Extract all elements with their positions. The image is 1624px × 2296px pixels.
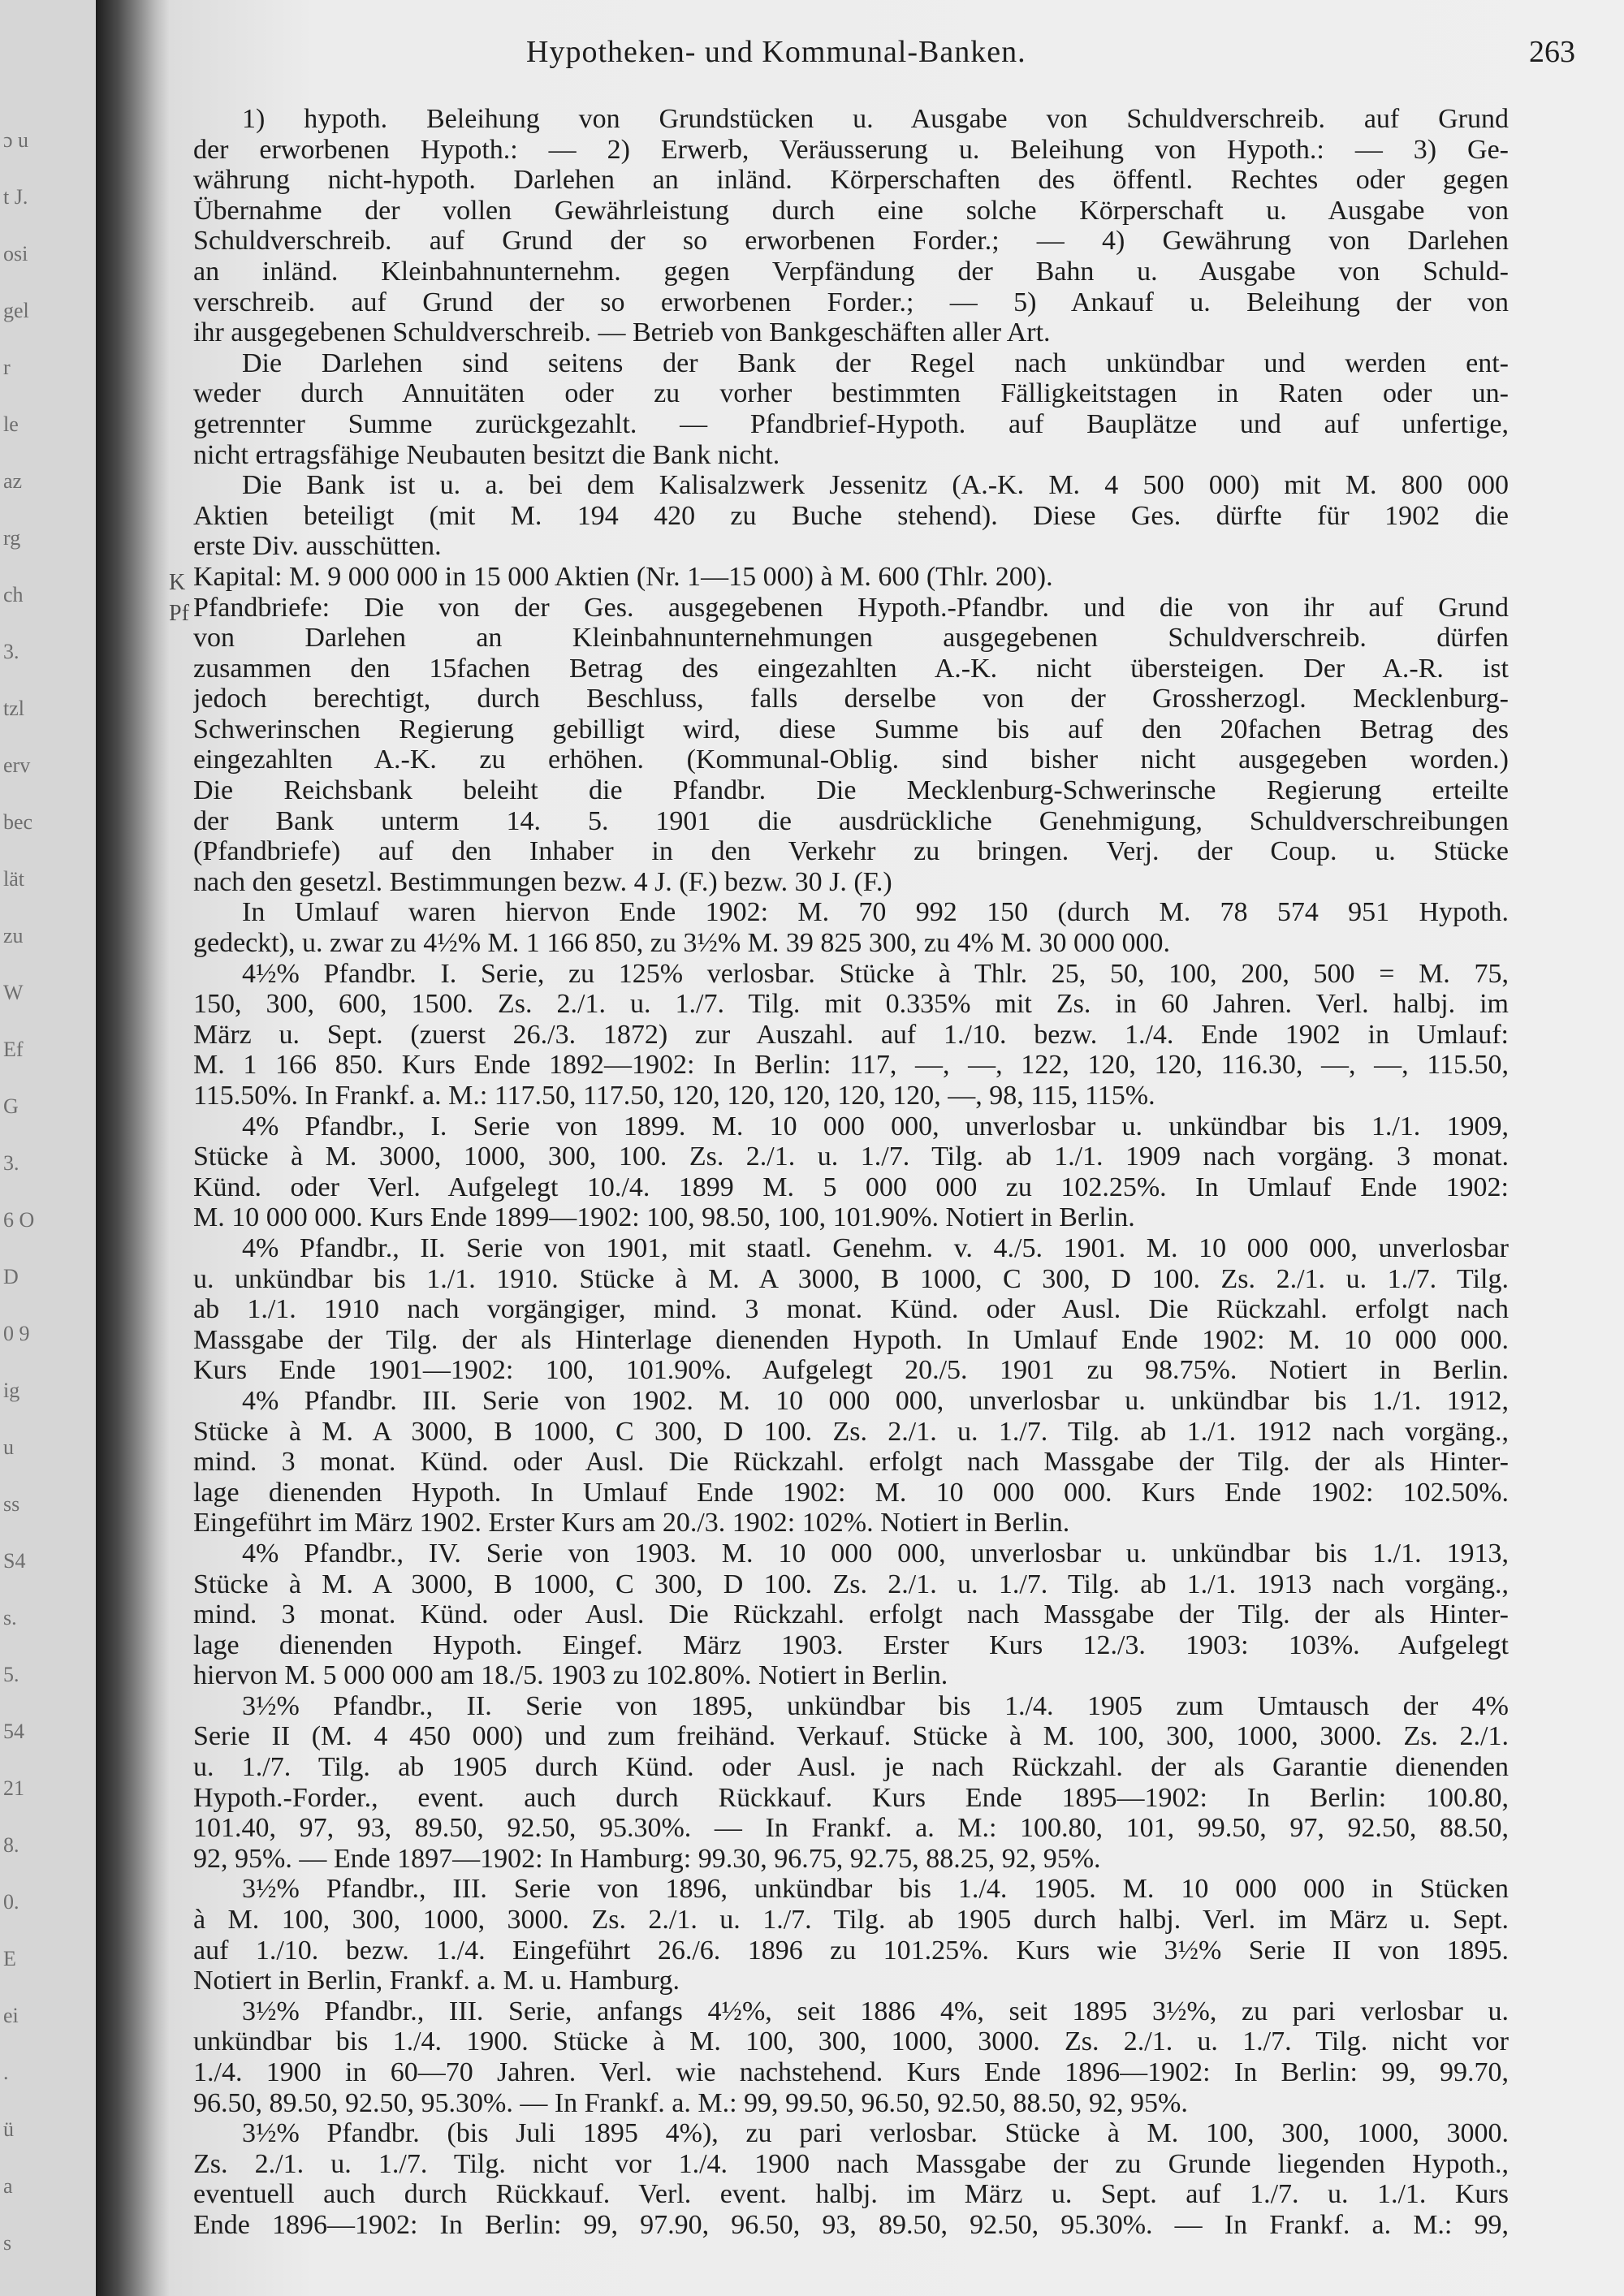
text-line: Zs. 2./1. u. 1./7. Tilg. nicht vor 1./4. 1900 nach Massgabe der zu Grunde liegenden Hypoth., — [193, 2148, 1509, 2179]
facing-page-text-fragment: bec — [3, 810, 33, 834]
text-line: März u. Sept. (zuerst 26./3. 1872) zur Auszahl. auf 1./10. bezw. 1./4. Ende 1902 in Umlauf: — [193, 1019, 1509, 1050]
facing-page-text-fragment: gel — [3, 299, 29, 322]
facing-page-text-fragment: 6 O — [3, 1208, 35, 1232]
facing-page-text-fragment: 3. — [3, 1151, 19, 1175]
facing-page-text-fragment: S4 — [3, 1549, 26, 1573]
text-line: eingezahlten A.-K. zu erhöhen. (Kommunal-Oblig. sind bisher nicht ausgegeben worden.) — [193, 744, 1509, 775]
text-line: 150, 300, 600, 1500. Zs. 2./1. u. 1./7. Tilg. mit 0.335% mit Zs. in 60 Jahren. Verl. halbj. im — [193, 989, 1509, 1020]
text-line: u. unkündbar bis 1./1. 1910. Stücke à M. A 3000, B 1000, C 300, D 100. Zs. 2./1. u. 1./7. Tilg. — [193, 1263, 1509, 1294]
facing-page-text-fragment: s. — [3, 1606, 17, 1629]
facing-page-text-fragment: E — [3, 1947, 16, 1970]
text-line: (Pfandbriefe) auf den Inhaber in den Verkehr zu bringen. Verj. der Coup. u. Stücke — [193, 836, 1509, 867]
page-number: 263 — [1529, 35, 1575, 69]
facing-page-fragment — [0, 0, 96, 2296]
text-line: Stücke à M. A 3000, B 1000, C 300, D 100. Zs. 2./1. u. 1./7. Tilg. ab 1./1. 1913 nach vorgäng., — [193, 1569, 1509, 1599]
text-line: Übernahme der vollen Gewährleistung durch eine solche Körperschaft u. Ausgabe von — [193, 195, 1509, 226]
facing-page-text-fragment: s — [3, 2231, 12, 2255]
text-line: Schuldverschreib. auf Grund der so erworbenen Forder.; — 4) Gewährung von Darlehen — [193, 226, 1509, 257]
text-line: Stücke à M. A 3000, B 1000, C 300, D 100. Zs. 2./1. u. 1./7. Tilg. ab 1./1. 1912 nach vorgäng., — [193, 1416, 1509, 1447]
text-line: nach den gesetzl. Bestimmungen bezw. 4 J. (F.) bezw. 30 J. (F.) — [193, 866, 892, 897]
facing-page-text-fragment: 8. — [3, 1833, 19, 1857]
facing-page-text-fragment: zu — [3, 924, 24, 947]
text-line: unkündbar bis 1./4. 1900. Stücke à M. 100, 300, 1000, 3000. Zs. 2./1. u. 1./7. Tilg. nicht vor — [193, 2026, 1509, 2057]
facing-page-text-fragment: . — [3, 2061, 9, 2084]
text-line: währung nicht-hypoth. Darlehen an inländ. Körperschaften des öffentl. Rechtes oder gegen — [193, 165, 1509, 196]
text-line: 4% Pfandbr., IV. Serie von 1903. M. 10 000 000, unverlosbar u. unkündbar bis 1./1. 1913, — [242, 1538, 1509, 1569]
text-line: u. 1./7. Tilg. ab 1905 durch Künd. oder Ausl. je nach Rückzahl. der als Garantie dienenden — [193, 1752, 1509, 1783]
text-line: lage dienenden Hypoth. In Umlauf Ende 1902: M. 10 000 000. Kurs Ende 1902: 102.50%. — [193, 1477, 1509, 1508]
facing-page-text-fragment: erv — [3, 753, 31, 777]
text-line: Schwerinschen Regierung gebilligt wird, diese Summe bis auf den 20fachen Betrag des — [193, 714, 1509, 744]
text-line: hiervon M. 5 000 000 am 18./5. 1903 zu 102.80%. Notiert in Berlin. — [193, 1660, 948, 1691]
text-line: Serie II (M. 4 450 000) und zum freihänd. Verkauf. Stücke à M. 100, 300, 1000, 3000. Zs. 2./1. — [193, 1721, 1509, 1752]
running-head — [169, 34, 1624, 83]
text-line: Eingeführt im März 1902. Erster Kurs am 20./3. 1902: 102%. Notiert in Berlin. — [193, 1508, 1070, 1539]
text-line: auf 1./10. bezw. 1./4. Eingeführt 26./6. 1896 zu 101.25%. Kurs wie 3½% Serie II von 1895. — [193, 1935, 1509, 1966]
text-line: 115.50%. In Frankf. a. M.: 117.50, 117.50, 120, 120, 120, 120, 120, —, 98, 115, 115%. — [193, 1081, 1155, 1111]
facing-page-text-fragment: tzl — [3, 697, 24, 720]
facing-page-text-fragment: 3. — [3, 640, 19, 663]
facing-page-text-fragment: ü — [3, 2117, 14, 2141]
text-line: eventuell auch durch Rückkauf. Verl. event. halbj. im März u. Sept. auf 1./7. u. 1./1. Kurs — [193, 2179, 1509, 2210]
facing-page-text-fragment: az — [3, 469, 23, 493]
facing-page-text-fragment: W — [3, 981, 24, 1004]
facing-page-text-fragment: t J. — [3, 185, 28, 209]
text-line: zusammen den 15fachen Betrag des eingezahlten A.-K. nicht übersteigen. Der A.-R. ist — [193, 653, 1509, 684]
text-line: 4% Pfandbr., II. Serie von 1901, mit staatl. Genehm. v. 4./5. 1901. M. 10 000 000, unverlosbar — [242, 1232, 1509, 1263]
margin-note: Pf — [169, 601, 189, 626]
text-line: Hypoth.-Forder., event. auch durch Rückkauf. Kurs Ende 1895—1902: In Berlin: 100.80, — [193, 1782, 1509, 1813]
margin-note: K — [169, 570, 186, 595]
facing-page-text-fragment: ig — [3, 1379, 20, 1402]
text-line: 1) hypoth. Beleihung von Grundstücken u. Ausgabe von Schuldverschreib. auf Grund — [242, 104, 1509, 134]
text-line: M. 1 166 850. Kurs Ende 1892—1902: In Berlin: 117, —, —, 122, 120, 120, 116.30, —, —, 115.50, — [193, 1050, 1509, 1081]
facing-page-text-fragment: D — [3, 1265, 19, 1288]
facing-page-text-fragment: 0 9 — [3, 1322, 30, 1345]
facing-page-text-fragment: u — [3, 1435, 14, 1459]
text-line: 101.40, 97, 93, 89.50, 92.50, 95.30%. — In Frankf. a. M.: 100.80, 101, 99.50, 97, 92.50, 88.50, — [193, 1813, 1509, 1844]
facing-page-text-fragment: ch — [3, 583, 24, 606]
facing-page-text-fragment: osi — [3, 242, 28, 265]
facing-page-text-fragment: 54 — [3, 1720, 24, 1743]
text-line: nicht ertragsfähige Neubauten besitzt die Bank nicht. — [193, 439, 780, 470]
facing-page-text-fragment: ei — [3, 2004, 19, 2027]
facing-page-text-fragment: a — [3, 2174, 13, 2198]
facing-page-text-fragment: 21 — [3, 1776, 24, 1800]
facing-page-text-fragment: G — [3, 1094, 19, 1118]
text-line: erste Div. ausschütten. — [193, 531, 442, 562]
text-line: von Darlehen an Kleinbahnunternehmungen ausgegebenen Schuldverschreib. dürfen — [193, 623, 1509, 654]
text-line: In Umlauf waren hiervon Ende 1902: M. 70 992 150 (durch M. 78 574 951 Hypoth. — [242, 897, 1509, 928]
book-page — [169, 0, 1624, 2296]
text-line: der Bank unterm 14. 5. 1901 die ausdrückliche Genehmigung, Schuldverschreibungen — [193, 805, 1509, 836]
text-line: Massgabe der Tilg. der als Hinterlage dienenden Hypoth. In Umlauf Ende 1902: M. 10 000 000. — [193, 1324, 1509, 1355]
text-line: weder durch Annuitäten oder zu vorher bestimmten Fälligkeitstagen in Raten oder un- — [193, 378, 1509, 409]
running-head-title: Hypotheken- und Kommunal-Banken. — [526, 35, 1026, 69]
text-line: Aktien beteiligt (mit M. 194 420 zu Buche stehend). Diese Ges. dürfte für 1902 die — [193, 500, 1509, 531]
binding-gutter-shadow — [96, 0, 169, 2296]
text-line: der erworbenen Hypoth.: — 2) Erwerb, Veräusserung u. Beleihung von Hypoth.: — 3) Ge- — [193, 134, 1509, 165]
text-line: 1./4. 1900 in 60—70 Jahren. Verl. wie nachstehend. Kurs Ende 1896—1902: In Berlin: 99, 99.70, — [193, 2057, 1509, 2087]
text-line: Pfandbriefe: Die von der Ges. ausgegebenen Hypoth.-Pfandbr. und die von ihr auf Grund — [193, 592, 1509, 623]
text-line: getrennter Summe zurückgezahlt. — Pfandbrief-Hypoth. auf Bauplätze und auf unfertige, — [193, 408, 1509, 439]
text-line: Die Reichsbank beleiht die Pfandbr. Die Mecklenburg-Schwerinsche Regierung erteilte — [193, 775, 1509, 806]
facing-page-text-fragment: ɔ u — [3, 128, 29, 152]
text-line: Ende 1896—1902: In Berlin: 99, 97.90, 96.50, 93, 89.50, 92.50, 95.30%. — In Frankf. a. M.: 99, — [193, 2209, 1509, 2240]
facing-page-text-fragment: lät — [3, 867, 24, 891]
text-line: 3½% Pfandbr., III. Serie, anfangs 4½%, seit 1886 4%, seit 1895 3½%, zu pari verlosbar u. — [242, 1996, 1509, 2026]
text-line: lage dienenden Hypoth. Eingef. März 1903. Erster Kurs 12./3. 1903: 103%. Aufgelegt — [193, 1629, 1509, 1660]
text-line: Die Bank ist u. a. bei dem Kalisalzwerk Jessenitz (A.-K. M. 4 500 000) mit M. 800 000 — [242, 470, 1509, 501]
body-text — [193, 104, 1509, 2241]
text-line: gedeckt), u. zwar zu 4½% M. 1 166 850, zu 3½% M. 39 825 300, zu 4% M. 30 000 000. — [193, 928, 1171, 959]
text-line: M. 10 000 000. Kurs Ende 1899—1902: 100, 98.50, 100, 101.90%. Notiert in Berlin. — [193, 1202, 1135, 1233]
text-line: verschreib. auf Grund der so erworbenen Forder.; — 5) Ankauf u. Beleihung der von — [193, 287, 1509, 317]
text-line: Die Darlehen sind seitens der Bank der Regel nach unkündbar und werden ent- — [242, 347, 1509, 378]
text-line: 92, 95%. — Ende 1897—1902: In Hamburg: 99.30, 96.75, 92.75, 88.25, 92, 95%. — [193, 1843, 1101, 1874]
facing-page-text-fragment: le — [3, 412, 19, 436]
facing-page-text-fragment: r — [3, 356, 11, 379]
text-line: à M. 100, 300, 1000, 3000. Zs. 2./1. u. 1./7. Tilg. ab 1905 durch halbj. Verl. im März u. Sept. — [193, 1905, 1509, 1936]
facing-page-text-fragment: ss — [3, 1492, 20, 1516]
text-line: Stücke à M. 3000, 1000, 300, 100. Zs. 2./1. u. 1./7. Tilg. ab 1./1. 1909 nach vorgäng. 3 monat. — [193, 1142, 1509, 1172]
text-line: 3½% Pfandbr., II. Serie von 1895, unkündbar bis 1./4. 1905 zum Umtausch der 4% — [242, 1690, 1509, 1721]
facing-page-text-fragment: Ef — [3, 1038, 24, 1061]
facing-page-text-fragment: 5. — [3, 1663, 19, 1686]
text-line: jedoch berechtigt, durch Beschluss, falls derselbe von der Grossherzogl. Mecklenburg- — [193, 684, 1509, 714]
text-line: 3½% Pfandbr., III. Serie von 1896, unkündbar bis 1./4. 1905. M. 10 000 000 in Stücken — [242, 1874, 1509, 1905]
text-line: Notiert in Berlin, Frankf. a. M. u. Hamburg. — [193, 1966, 680, 1996]
text-line: 4½% Pfandbr. I. Serie, zu 125% verlosbar. Stücke à Thlr. 25, 50, 100, 200, 500 = M. 75, — [242, 958, 1509, 989]
text-line: 96.50, 89.50, 92.50, 95.30%. — In Frankf. a. M.: 99, 99.50, 96.50, 92.50, 88.50, 92, 95%. — [193, 2087, 1188, 2118]
text-line: mind. 3 monat. Künd. oder Ausl. Die Rückzahl. erfolgt nach Massgabe der Tilg. der als Hinter- — [193, 1447, 1509, 1478]
text-line: Künd. oder Verl. Aufgelegt 10./4. 1899 M. 5 000 000 zu 102.25%. In Umlauf Ende 1902: — [193, 1172, 1509, 1202]
text-line: an inländ. Kleinbahnunternehm. gegen Verpfändung der Bahn u. Ausgabe von Schuld- — [193, 256, 1509, 287]
text-line: Kapital: M. 9 000 000 in 15 000 Aktien (Nr. 1—15 000) à M. 600 (Thlr. 200). — [193, 561, 1053, 592]
text-line: ab 1./1. 1910 nach vorgängiger, mind. 3 monat. Künd. oder Ausl. Die Rückzahl. erfolgt nach — [193, 1294, 1509, 1325]
text-line: mind. 3 monat. Künd. oder Ausl. Die Rückzahl. erfolgt nach Massgabe der Tilg. der als Hinter- — [193, 1599, 1509, 1630]
text-line: 3½% Pfandbr. (bis Juli 1895 4%), zu pari verlosbar. Stücke à M. 100, 300, 1000, 3000. — [242, 2118, 1509, 2149]
text-line: 4% Pfandbr., I. Serie von 1899. M. 10 000 000, unverlosbar u. unkündbar bis 1./1. 1909, — [242, 1111, 1509, 1142]
text-line: Kurs Ende 1901—1902: 100, 101.90%. Aufgelegt 20./5. 1901 zu 98.75%. Notiert in Berlin. — [193, 1355, 1509, 1386]
facing-page-text-fragment: rg — [3, 526, 21, 550]
text-line: ihr ausgegebenen Schuldverschreib. — Betrieb von Bankgeschäften aller Art. — [193, 317, 1051, 348]
facing-page-text-fragment: 0. — [3, 1890, 19, 1914]
text-line: 4% Pfandbr. III. Serie von 1902. M. 10 000 000, unverlosbar u. unkündbar bis 1./1. 1912, — [242, 1385, 1509, 1416]
